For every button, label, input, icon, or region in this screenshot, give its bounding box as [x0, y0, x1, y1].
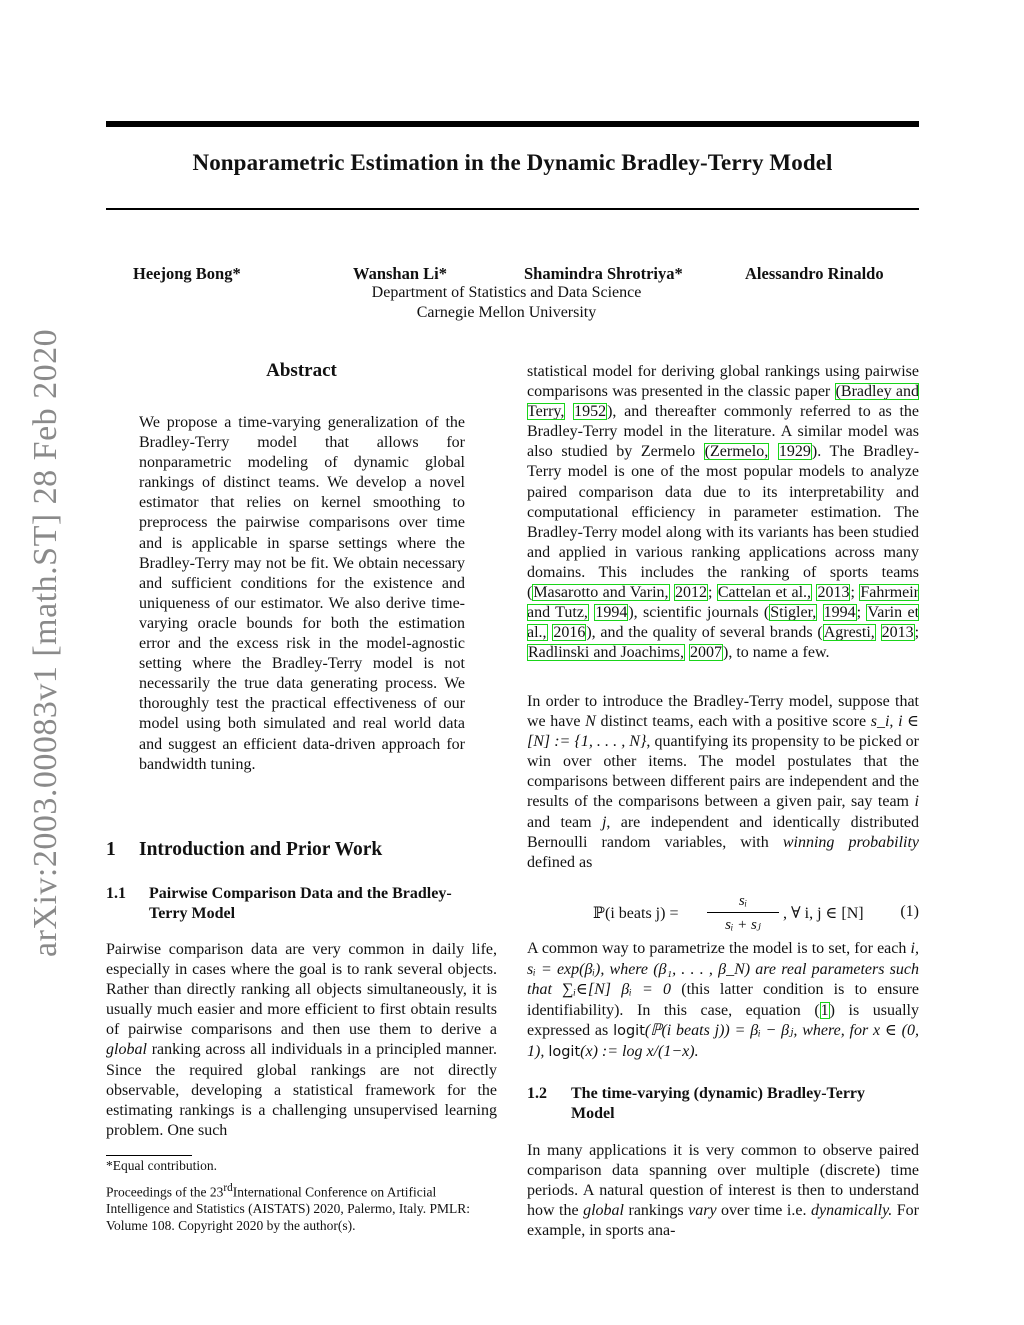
text: International Conference on Artificial Intelligence and Statistics (AISTATS) 2020, Palermo, Italy. PMLR: Volume 108. Copyright 2020 by the author(s). [106, 1184, 470, 1233]
emphasis: winning probability [782, 833, 920, 851]
author-2: Wanshan Li* [353, 264, 448, 283]
section-1-heading [106, 839, 382, 861]
author-3: Shamindra Shrotriya* [524, 264, 683, 283]
citation-year-link[interactable]: 1929 [778, 443, 811, 461]
text: ). The Bradley-Terry model is one of the most popular models to analyze paired comparison data due to its interpretability and computational efficiency in parameter estimation. The Bradley-Terry model along with its variants has been studied and applied in various ranking applications across many domains. This includes the ranking of sports teams ( [527, 443, 920, 602]
arxiv-sidebar [16, 328, 76, 957]
paper-title: Nonparametric Estimation in the Dynamic Bradley-Terry Model [192, 150, 833, 175]
fraction-bar [707, 912, 779, 913]
parametrization-paragraph [527, 939, 919, 1062]
citation-link[interactable]: Masarotto and Varin, [533, 584, 669, 602]
equation-rhs: , ∀ i, j ∈ [N] [783, 905, 864, 922]
citation-year-link[interactable]: 2012 [674, 584, 707, 602]
text: ), and thereafter commonly referred to as the Bradley-Terry model in the literature. A similar model was also studied by Zermelo [527, 403, 920, 461]
text: In many applications it is very common to observe paired comparison data spanning over multiple (discrete) time periods. A natural question of interest is then to understand how the [527, 1142, 919, 1220]
intro-paragraph [106, 940, 497, 1141]
equation-1 [527, 893, 919, 933]
text: ranking across all individuals in a principled manner. Since the required global rankings are not directly observable, developing a statistical framework for the estimating rankings is a challenging unsupervised learning problem. One such [106, 1041, 497, 1139]
emphasis: dynamically. [810, 1202, 893, 1220]
section-title: Introduction and Prior Work [139, 839, 383, 860]
text: A common way to parametrize the model is to set, for each [527, 940, 911, 957]
citation-link[interactable]: Cattelan et al., [717, 584, 812, 602]
text: over time i.e. [716, 1202, 811, 1220]
text: rankings [624, 1202, 689, 1220]
equation-ref-link[interactable]: 1 [820, 1001, 829, 1019]
equation-lhs: ℙ(i beats j) = [593, 905, 679, 922]
citation-link[interactable]: Radlinski and Joachims, [528, 644, 684, 662]
text: defined as [527, 853, 593, 871]
text: statistical model for deriving global rankings using pairwise comparisons was presented in the classic paper [527, 363, 919, 401]
text: distinct teams, each with a positive score [595, 713, 871, 731]
fraction-numerator: sᵢ [738, 893, 748, 909]
section-number: 1 [106, 839, 116, 860]
math: s_i, i ∈ [N] := {1, . . . , N} [527, 713, 920, 751]
dynamic-model-paragraph [527, 1141, 919, 1241]
math: (x) := log x/(1−x). [580, 1042, 699, 1060]
emphasis: global [583, 1202, 624, 1220]
subsection-title: Pairwise Comparison Data and the Bradley-Terry Model [149, 885, 452, 922]
text: In order to introduce the Bradley-Terry model, suppose that we have [527, 693, 919, 731]
text: ), to name a few. [722, 644, 830, 662]
subsection-number: 1.1 [106, 885, 126, 902]
superscript: rd [223, 1182, 233, 1194]
author-1: Heejong Bong* [133, 264, 241, 283]
text: ), scientific journals ( [628, 604, 770, 622]
model-intro-paragraph [527, 692, 919, 873]
citation-link[interactable]: (Zermelo, [704, 443, 769, 461]
equation-number: (1) [900, 903, 919, 920]
citation-link[interactable]: (Bradley and Terry, [527, 383, 920, 421]
text: , are independent and identically distributed Bernoulli random variables, with [527, 813, 920, 851]
citation-link[interactable]: Fahrmeir and Tutz, [527, 584, 920, 622]
math-operator: logit [548, 1043, 581, 1060]
text: , quantifying its propensity to be picked or win over other items. The model postulates that the comparisons between different pairs are independent and the results of the comparisons between a given pair, say team [527, 733, 920, 811]
title-rule-top [106, 121, 919, 127]
footnote-proceedings [106, 1180, 501, 1234]
emphasis: vary [688, 1202, 717, 1220]
equation-fraction [707, 893, 779, 934]
author-4: Alessandro Rinaldo [745, 264, 884, 283]
citation-link[interactable]: Stigler, [770, 604, 817, 622]
emphasis: global [106, 1041, 147, 1059]
subsection-number: 1.2 [527, 1085, 547, 1102]
citation-year-link[interactable]: 2013 [881, 624, 914, 642]
citation-year-link[interactable]: 1994 [595, 604, 628, 622]
text: ), and the quality of several brands ( [586, 624, 823, 642]
footnote-equal: *Equal contribution. [106, 1158, 217, 1173]
title-rule-bottom [106, 208, 919, 210]
citation-year-link[interactable]: 2016 [553, 624, 586, 642]
math: j [601, 813, 607, 831]
text: For example, in sports ana- [527, 1202, 920, 1240]
text: Pairwise comparison data are very common in daily life, especially in cases where the goal is to rank several objects. Rather than directly ranking all objects simultaneously, it is usually much easier and more efficient to first obtain results of pairwise comparisons and then use them to derive a [106, 941, 497, 1039]
text: and team [527, 813, 602, 831]
citation-year-link[interactable]: 1994 [823, 604, 856, 622]
abstract-heading: Abstract [266, 360, 337, 381]
text: (this latter condition is to ensure identifiability). In this case, equation ( [527, 981, 920, 1019]
affiliation-univ: Carnegie Mellon University [416, 304, 597, 321]
math: i [914, 793, 919, 811]
math-operator: logit [613, 1023, 645, 1039]
abstract-text: We propose a time-varying generalization of the Bradley-Terry model that allows for nonparametric modeling of dynamic global rankings of distinct teams. We develop a novel estimator that relies on kernel smoothing to preprocess the pairwise comparisons over time and is applicable in sparse settings where the Bradley-Terry may not be fit. We obtain necessary and sufficient conditions for the existence and uniqueness of our estimator. We also derive time-varying oracle bounds for both the estimation error and the excess risk in the model-agnostic setting where the Bradley-Terry model is not necessarily the true data generating process. We thoroughly test the practical effectiveness of our model using both simulated and real world data and suggest an efficient data-driven approach for bandwidth tuning. [139, 414, 465, 773]
footnote-rule [106, 1155, 192, 1156]
text: ) is usually expressed as [527, 1001, 920, 1039]
text: Proceedings of the 23 [106, 1184, 224, 1200]
bt-history-paragraph: statistical model for deriving global rankings using pairwise comparisons was presented in the classic paper (Bradley and Terry, 1952), and thereafter commonly referred to as the Bradley-Terry model in the literature. A similar model was also studied by Zermelo (Zermelo, 1929). The Bradley-Terry model is one of the most popular models to analyze paired comparison data due to its interpretability and computational efficiency in parameter estimation. The Bradley-Terry model along with its variants has been studied and applied in various ranking applications across many domains. This includes the ranking of sports teams (Masarotto and Varin, 2012; Cattelan et al., 2013; Fahrmeir and Tutz, 1994), scientific journals (Stigler, 1994; Varin et al., 2016), and the quality of several brands (Agresti, 2013; Radlinski and Joachims, 2007), to name a few. [527, 363, 920, 662]
math: (ℙ(i beats j)) = βᵢ − βⱼ, where, for x ∈ (0, 1), [527, 1022, 919, 1060]
fraction-denominator: sᵢ + sⱼ [725, 917, 761, 933]
arxiv-id[interactable]: arXiv:2003.00083v1 [math.ST] 28 Feb 2020 [27, 328, 64, 957]
subsection-title: The time-varying (dynamic) Bradley-Terry Model [571, 1085, 866, 1122]
math: N [585, 713, 596, 731]
citation-link[interactable]: Varin et al., [527, 604, 920, 642]
math: i, sᵢ = exp(βᵢ), where (β₁, . . . , β_N) are real parameters such that ∑ᵢ∈[N] βᵢ = 0 [527, 940, 919, 998]
citation-year-link[interactable]: 2007 [689, 644, 722, 662]
citation-year-link[interactable]: 1952 [574, 403, 607, 421]
citation-link[interactable]: Agresti, [823, 624, 875, 642]
affiliation-dept: Department of Statistics and Data Science [371, 284, 642, 301]
citation-year-link[interactable]: 2013 [817, 584, 850, 602]
